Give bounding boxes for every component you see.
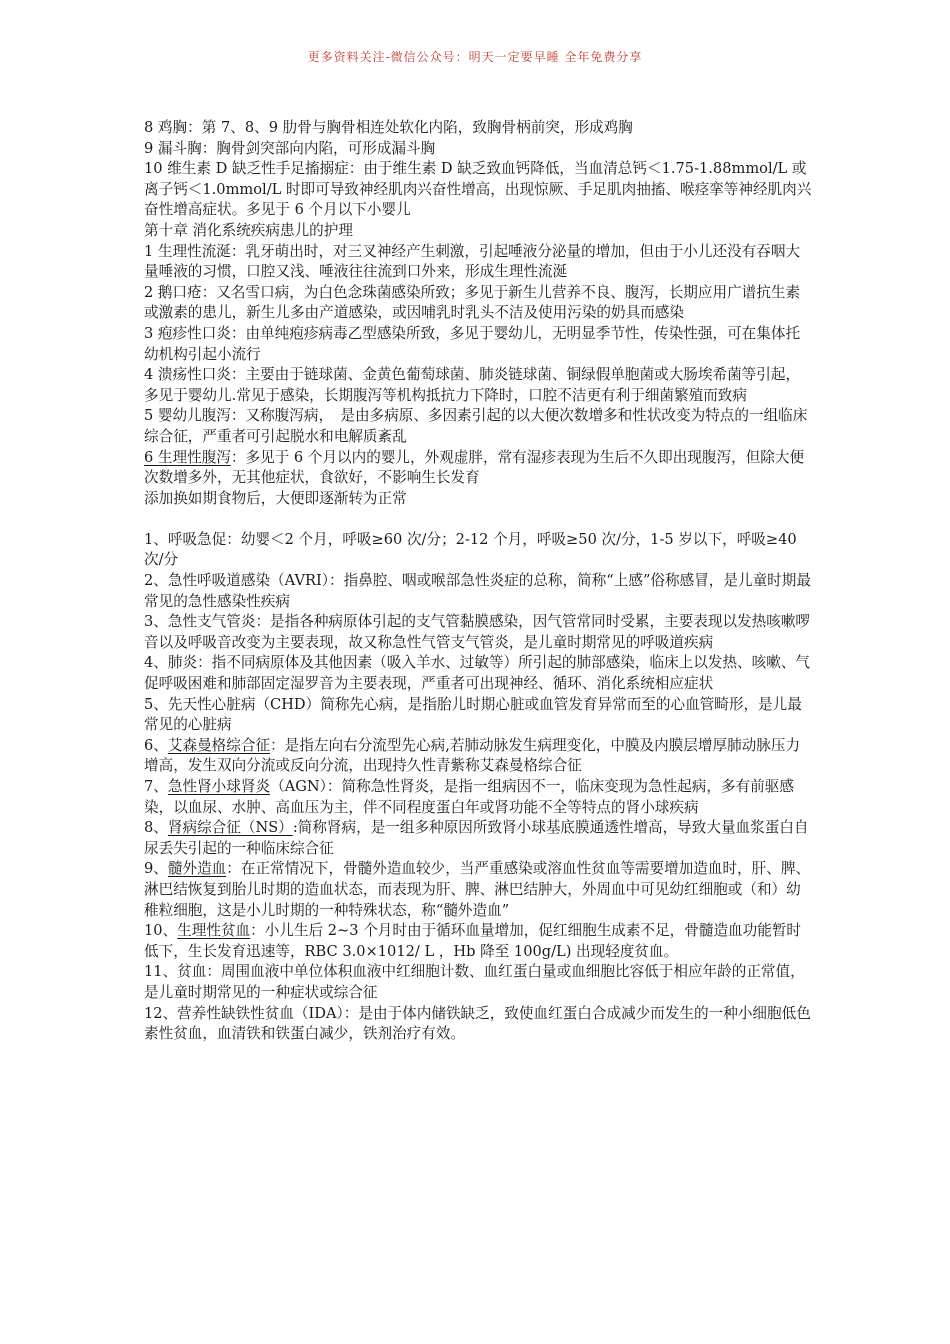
underlined-term: 艾森曼格综合征	[167, 736, 271, 754]
paragraph	[144, 736, 812, 777]
paragraph-text: 3 疱疹性口炎：由单纯疱疹病毒乙型感染所致，多见于婴幼儿，无明显季节性，传染性强，可在集体托幼机构引起小流行	[144, 324, 801, 363]
section-gap	[144, 509, 812, 530]
underlined-term: 生理性贫血	[177, 922, 251, 940]
paragraph-text: 第十章 消化系统疾病患儿的护理	[144, 221, 353, 239]
paragraph-text: 4 溃疡性口炎：主要由于链球菌、金黄色葡萄球菌、肺炎链球菌、铜绿假单胞菌或大肠埃希菌等引起，多见于婴幼儿.常见于感染，长期腹泻等机构抵抗力下降时，口腔不洁更有利于细菌繁殖而致病	[144, 366, 801, 404]
paragraph-text: 2、急性呼吸道感染（AVRI）：指鼻腔、咽或喉部急性炎症的总称，简称“上感”俗称感冒，是儿童时期最常见的急性感染性疾病	[144, 572, 811, 610]
item-number: 7、	[144, 778, 168, 795]
paragraph	[144, 221, 812, 242]
paragraph	[144, 777, 812, 818]
section-digestive	[144, 118, 812, 509]
document-body	[144, 118, 812, 1045]
paragraph	[144, 139, 812, 160]
page-header: 更多资料关注-微信公众号：明天一定要早睡 全年免费分享	[307, 50, 643, 64]
paragraph-text: 添加换如期食物后，大便即逐渐转为正常	[144, 489, 407, 507]
item-number: 10、	[144, 922, 178, 940]
paragraph-text: ：是指左向右分流型先心病,若肺动脉发生病理变化，中膜及内膜层增厚肺动脉压力增高，发生双向分流或反向分流，出现持久性青紫称艾森曼格综合征	[144, 736, 801, 775]
paragraph-text: 11、贫血：周围血液中单位体积血液中红细胞计数、血红蛋白量或血细胞比容低于相应年龄的正常值，是儿童时期常见的一种症状或综合征	[144, 963, 805, 1001]
paragraph-text: ：小儿生后 2~3 个月时由于循环血量增加，促红细胞生成素不足，骨髓造血功能暂时低下，生长发育迅速等，RBC 3.0×1012/ L ，Hb 降至 100g/L) 出现轻度贫血。	[144, 922, 802, 960]
paragraph	[144, 859, 812, 921]
paragraph	[144, 921, 812, 962]
paragraph	[144, 448, 812, 489]
paragraph	[144, 159, 812, 221]
paragraph-text: 1、呼吸急促：幼婴＜2 个月，呼吸≥60 次/分；2-12 个月，呼吸≥50 次/分，1-5 岁以下，呼吸≥40 次/分	[144, 530, 797, 569]
item-number: 6、	[144, 736, 168, 754]
paragraph	[144, 365, 812, 406]
paragraph-text: 10 维生素 D 缺乏性手足搐搦症：由于维生素 D 缺乏致血钙降低，当血清总钙＜1.75-1.88mmol/L 或离子钙＜1.0mmol/L 时即可导致神经肌肉兴奋性增高，出现惊厥、手足肌肉抽搐、喉痉挛等神经肌肉兴奋性增高症状。多见于 6 个月以下小婴儿	[144, 160, 812, 219]
paragraph-text: ：多见于 6 个月以内的婴儿，外观虚胖，常有湿疹表现为生后不久即出现腹泻，但除大便次数增多外，无其他症状，食欲好，不影响生长发育	[144, 448, 805, 487]
paragraph-text: ：在正常情况下，骨髓外造血较少，当严重感染或溶血性贫血等需要增加造血时，肝、脾、淋巴结恢复到胎儿时期的造血状态，而表现为肝、脾、淋巴结肿大，外周血中可见幼红细胞或（和）幼稚粒细胞，这是小儿时期的一种特殊状态，称“髓外造血”	[144, 860, 811, 919]
paragraph	[144, 530, 812, 571]
paragraph-text: 5 婴幼儿腹泻：又称腹泻病， 是由多病原、多因素引起的以大便次数增多和性状改变为特点的一组临床综合征，严重者可引起脱水和电解质紊乱	[144, 407, 808, 445]
paragraph	[144, 1004, 812, 1045]
paragraph	[144, 118, 812, 139]
paragraph	[144, 818, 812, 859]
paragraph-text: 3、急性支气管炎：是指各种病原体引起的支气管黏膜感染，因气管常同时受累，主要表现以发热咳嗽啰音以及呼吸音改变为主要表现，故又称急性气管支气管炎，是儿童时期常见的呼吸道疾病	[144, 613, 811, 651]
paragraph-text: 2 鹅口疮：又名雪口病，为白色念珠菌感染所致；多见于新生儿营养不良、腹泻，长期应用广谱抗生素或激素的患儿，新生儿多由产道感染，或因哺乳时乳头不洁及使用污染的奶具而感染	[144, 283, 801, 322]
paragraph-text: 4、肺炎：指不同病原体及其他因素（吸入羊水、过敏等）所引起的肺部感染，临床上以发热、咳嗽、气促呼吸困难和肺部固定湿罗音为主要表现，严重者可出现神经、循环、消化系统相应症状	[144, 654, 811, 693]
paragraph-text: 9 漏斗胸：胸骨剑突部向内陷，可形成漏斗胸	[144, 139, 436, 157]
item-number: 9、	[144, 860, 168, 878]
paragraph	[144, 406, 812, 447]
paragraph	[144, 324, 812, 365]
paragraph	[144, 653, 812, 694]
underlined-term: 6 生理性腹泻	[144, 448, 231, 466]
paragraph-text: （AGN）：简称急性肾炎，是指一组病因不一，临床变现为急性起病，多有前驱感染，以血尿、水肿、高血压为主，伴不同程度蛋白年或肾功能不全等特点的肾小球疾病	[144, 778, 794, 816]
paragraph	[144, 571, 812, 612]
paragraph	[144, 489, 812, 510]
underlined-term: 髓外造血	[167, 860, 227, 878]
paragraph-text: :简称肾病，是一组多种原因所致肾小球基底膜通透性增高，导致大量血浆蛋白自尿丢失引起的一种临床综合征	[144, 819, 809, 857]
paragraph	[144, 612, 812, 653]
paragraph	[144, 695, 812, 736]
underlined-term: 急性肾小球肾炎	[167, 778, 271, 795]
section-respiratory-blood	[144, 530, 812, 1045]
item-number: 8、	[144, 819, 168, 837]
paragraph	[144, 242, 812, 283]
paragraph	[144, 283, 812, 324]
paragraph-text: 8 鸡胸：第 7、8、9 肋骨与胸骨相连处软化内陷，致胸骨柄前突，形成鸡胸	[144, 119, 633, 136]
paragraph	[144, 962, 812, 1003]
paragraph-text: 5、先天性心脏病（CHD）简称先心病，是指胎儿时期心脏或血管发育异常而至的心血管畸形，是儿最常见的心脏病	[144, 695, 802, 734]
paragraph-text: 1 生理性流涎：乳牙萌出时，对三叉神经产生刺激，引起唾液分泌量的增加，但由于小儿还没有吞咽大量唾液的习惯，口腔又浅、唾液往往流到口外来，形成生理性流涎	[144, 242, 801, 281]
underlined-term: 肾病综合征（NS）	[167, 819, 293, 837]
paragraph-text: 12、营养性缺铁性贫血（IDA）：是由于体内储铁缺乏，致使血红蛋白合成减少而发生的一种小细胞低色素性贫血，血清铁和铁蛋白减少，铁剂治疗有效。	[144, 1004, 811, 1043]
